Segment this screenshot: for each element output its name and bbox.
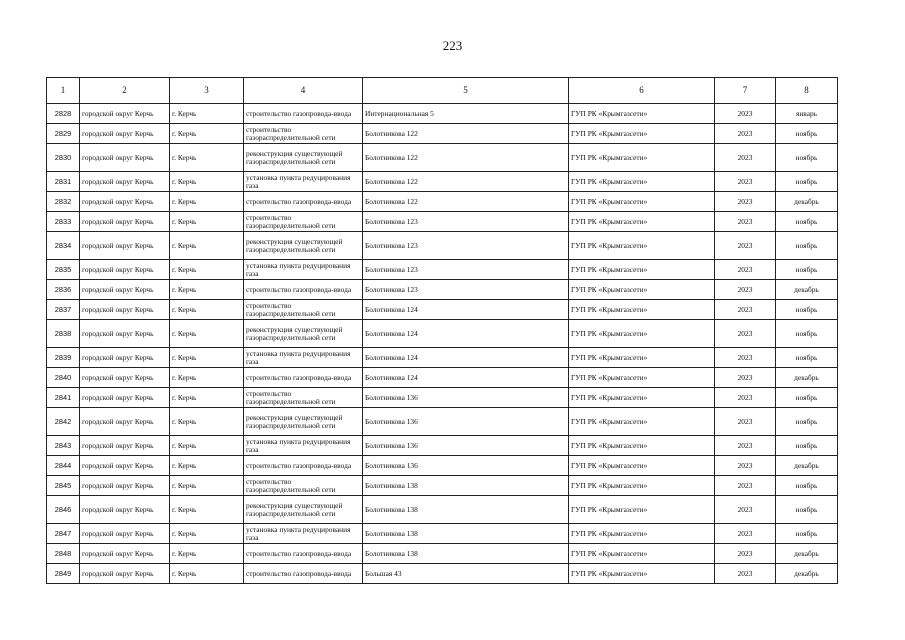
district-cell: городской округ Керчь (80, 496, 170, 524)
organization-cell: ГУП РК «Крымгазсети» (569, 476, 715, 496)
table-row (47, 436, 838, 456)
row-number: 2835 (47, 260, 80, 280)
address-cell: Болотникова 123 (363, 280, 569, 300)
year-cell: 2023 (715, 408, 776, 436)
month-cell: январь (776, 104, 838, 124)
year-cell: 2023 (715, 388, 776, 408)
row-number: 2843 (47, 436, 80, 456)
year-cell: 2023 (715, 144, 776, 172)
table-row (47, 232, 838, 260)
address-cell: Болотникова 124 (363, 348, 569, 368)
city-cell: г. Керчь (170, 104, 244, 124)
row-number: 2837 (47, 300, 80, 320)
district-cell: городской округ Керчь (80, 144, 170, 172)
address-cell: Болотникова 124 (363, 300, 569, 320)
month-cell: декабрь (776, 192, 838, 212)
city-cell: г. Керчь (170, 544, 244, 564)
page-number: 223 (442, 38, 463, 53)
row-number: 2848 (47, 544, 80, 564)
column-header: 5 (363, 78, 569, 104)
table-row (47, 544, 838, 564)
table-row (47, 496, 838, 524)
work-type-cell: реконструкция существующей газораспределительной сети (244, 232, 363, 260)
row-number: 2844 (47, 456, 80, 476)
organization-cell: ГУП РК «Крымгазсети» (569, 368, 715, 388)
month-cell: ноябрь (776, 348, 838, 368)
work-type-cell: строительство газопровода-ввода (244, 544, 363, 564)
column-header: 6 (569, 78, 715, 104)
year-cell: 2023 (715, 300, 776, 320)
month-cell: ноябрь (776, 436, 838, 456)
work-type-cell: строительство газораспределительной сети (244, 300, 363, 320)
row-number: 2841 (47, 388, 80, 408)
table-header-row (47, 78, 838, 104)
address-cell: Болотникова 123 (363, 232, 569, 260)
work-type-cell: строительство газораспределительной сети (244, 476, 363, 496)
address-cell: Болотникова 123 (363, 260, 569, 280)
city-cell: г. Керчь (170, 320, 244, 348)
work-type-cell: реконструкция существующей газораспределительной сети (244, 408, 363, 436)
organization-cell: ГУП РК «Крымгазсети» (569, 124, 715, 144)
month-cell: ноябрь (776, 172, 838, 192)
year-cell: 2023 (715, 232, 776, 260)
district-cell: городской округ Керчь (80, 260, 170, 280)
row-number: 2834 (47, 232, 80, 260)
address-cell: Болотникова 136 (363, 388, 569, 408)
table-row (47, 368, 838, 388)
table-row (47, 476, 838, 496)
work-type-cell: реконструкция существующей газораспределительной сети (244, 496, 363, 524)
organization-cell: ГУП РК «Крымгазсети» (569, 436, 715, 456)
year-cell: 2023 (715, 320, 776, 348)
address-cell: Болотникова 122 (363, 124, 569, 144)
organization-cell: ГУП РК «Крымгазсети» (569, 212, 715, 232)
column-header: 1 (47, 78, 80, 104)
row-number: 2838 (47, 320, 80, 348)
city-cell: г. Керчь (170, 212, 244, 232)
year-cell: 2023 (715, 212, 776, 232)
address-cell: Болотникова 136 (363, 456, 569, 476)
district-cell: городской округ Керчь (80, 368, 170, 388)
row-number: 2840 (47, 368, 80, 388)
address-cell: Болотникова 138 (363, 476, 569, 496)
month-cell: декабрь (776, 564, 838, 584)
city-cell: г. Керчь (170, 348, 244, 368)
address-cell: Интернациональная 5 (363, 104, 569, 124)
table-row (47, 172, 838, 192)
row-number: 2842 (47, 408, 80, 436)
table-row (47, 408, 838, 436)
row-number: 2830 (47, 144, 80, 172)
table-row (47, 124, 838, 144)
month-cell: декабрь (776, 544, 838, 564)
row-number: 2832 (47, 192, 80, 212)
district-cell: городской округ Керчь (80, 564, 170, 584)
work-type-cell: реконструкция существующей газораспределительной сети (244, 144, 363, 172)
work-type-cell: установка пункта редуцирования газа (244, 260, 363, 280)
city-cell: г. Керчь (170, 232, 244, 260)
city-cell: г. Керчь (170, 280, 244, 300)
table-row (47, 320, 838, 348)
month-cell: ноябрь (776, 212, 838, 232)
work-type-cell: строительство газопровода-ввода (244, 192, 363, 212)
organization-cell: ГУП РК «Крымгазсети» (569, 172, 715, 192)
address-cell: Болотникова 136 (363, 408, 569, 436)
table-row (47, 524, 838, 544)
month-cell: ноябрь (776, 408, 838, 436)
row-number: 2828 (47, 104, 80, 124)
month-cell: ноябрь (776, 320, 838, 348)
table-row (47, 104, 838, 124)
column-header: 2 (80, 78, 170, 104)
year-cell: 2023 (715, 476, 776, 496)
work-type-cell: строительство газопровода-ввода (244, 280, 363, 300)
city-cell: г. Керчь (170, 436, 244, 456)
city-cell: г. Керчь (170, 524, 244, 544)
city-cell: г. Керчь (170, 172, 244, 192)
city-cell: г. Керчь (170, 476, 244, 496)
organization-cell: ГУП РК «Крымгазсети» (569, 456, 715, 476)
address-cell: Болотникова 122 (363, 192, 569, 212)
district-cell: городской округ Керчь (80, 232, 170, 260)
month-cell: ноябрь (776, 232, 838, 260)
district-cell: городской округ Керчь (80, 172, 170, 192)
year-cell: 2023 (715, 192, 776, 212)
year-cell: 2023 (715, 280, 776, 300)
address-cell: Болотникова 138 (363, 496, 569, 524)
organization-cell: ГУП РК «Крымгазсети» (569, 348, 715, 368)
column-header: 3 (170, 78, 244, 104)
address-cell: Большая 43 (363, 564, 569, 584)
row-number: 2846 (47, 496, 80, 524)
month-cell: декабрь (776, 280, 838, 300)
organization-cell: ГУП РК «Крымгазсети» (569, 408, 715, 436)
organization-cell: ГУП РК «Крымгазсети» (569, 524, 715, 544)
city-cell: г. Керчь (170, 564, 244, 584)
city-cell: г. Керчь (170, 368, 244, 388)
work-type-cell: строительство газопровода-ввода (244, 564, 363, 584)
district-cell: городской округ Керчь (80, 300, 170, 320)
district-cell: городской округ Керчь (80, 436, 170, 456)
district-cell: городской округ Керчь (80, 104, 170, 124)
column-header: 8 (776, 78, 838, 104)
year-cell: 2023 (715, 368, 776, 388)
table-body (47, 104, 838, 584)
month-cell: декабрь (776, 456, 838, 476)
city-cell: г. Керчь (170, 408, 244, 436)
organization-cell: ГУП РК «Крымгазсети» (569, 388, 715, 408)
address-cell: Болотникова 122 (363, 172, 569, 192)
district-cell: городской округ Керчь (80, 280, 170, 300)
year-cell: 2023 (715, 104, 776, 124)
work-type-cell: установка пункта редуцирования газа (244, 348, 363, 368)
row-number: 2839 (47, 348, 80, 368)
work-type-cell: строительство газопровода-ввода (244, 104, 363, 124)
city-cell: г. Керчь (170, 260, 244, 280)
table-row (47, 300, 838, 320)
table-row (47, 564, 838, 584)
work-type-cell: установка пункта редуцирования газа (244, 524, 363, 544)
month-cell: ноябрь (776, 144, 838, 172)
organization-cell: ГУП РК «Крымгазсети» (569, 300, 715, 320)
district-cell: городской округ Керчь (80, 388, 170, 408)
year-cell: 2023 (715, 544, 776, 564)
row-number: 2847 (47, 524, 80, 544)
year-cell: 2023 (715, 524, 776, 544)
row-number: 2836 (47, 280, 80, 300)
table-row (47, 388, 838, 408)
organization-cell: ГУП РК «Крымгазсети» (569, 564, 715, 584)
address-cell: Болотникова 123 (363, 212, 569, 232)
organization-cell: ГУП РК «Крымгазсети» (569, 260, 715, 280)
work-type-cell: строительство газораспределительной сети (244, 124, 363, 144)
district-cell: городской округ Керчь (80, 212, 170, 232)
column-header: 7 (715, 78, 776, 104)
registry-table (46, 77, 838, 584)
column-header: 4 (244, 78, 363, 104)
table-row (47, 280, 838, 300)
city-cell: г. Керчь (170, 496, 244, 524)
year-cell: 2023 (715, 348, 776, 368)
district-cell: городской округ Керчь (80, 544, 170, 564)
month-cell: ноябрь (776, 524, 838, 544)
district-cell: городской округ Керчь (80, 408, 170, 436)
year-cell: 2023 (715, 260, 776, 280)
city-cell: г. Керчь (170, 144, 244, 172)
work-type-cell: строительство газораспределительной сети (244, 212, 363, 232)
work-type-cell: строительство газопровода-ввода (244, 456, 363, 476)
year-cell: 2023 (715, 564, 776, 584)
month-cell: ноябрь (776, 476, 838, 496)
organization-cell: ГУП РК «Крымгазсети» (569, 280, 715, 300)
organization-cell: ГУП РК «Крымгазсети» (569, 232, 715, 260)
table-row (47, 192, 838, 212)
district-cell: городской округ Керчь (80, 456, 170, 476)
row-number: 2845 (47, 476, 80, 496)
year-cell: 2023 (715, 172, 776, 192)
year-cell: 2023 (715, 496, 776, 524)
work-type-cell: строительство газораспределительной сети (244, 388, 363, 408)
city-cell: г. Керчь (170, 388, 244, 408)
city-cell: г. Керчь (170, 192, 244, 212)
district-cell: городской округ Керчь (80, 348, 170, 368)
organization-cell: ГУП РК «Крымгазсети» (569, 144, 715, 172)
organization-cell: ГУП РК «Крымгазсети» (569, 104, 715, 124)
table-row (47, 260, 838, 280)
work-type-cell: установка пункта редуцирования газа (244, 436, 363, 456)
district-cell: городской округ Керчь (80, 320, 170, 348)
table-row (47, 456, 838, 476)
organization-cell: ГУП РК «Крымгазсети» (569, 320, 715, 348)
city-cell: г. Керчь (170, 456, 244, 476)
district-cell: городской округ Керчь (80, 124, 170, 144)
district-cell: городской округ Керчь (80, 192, 170, 212)
year-cell: 2023 (715, 124, 776, 144)
row-number: 2831 (47, 172, 80, 192)
district-cell: городской округ Керчь (80, 524, 170, 544)
year-cell: 2023 (715, 456, 776, 476)
city-cell: г. Керчь (170, 300, 244, 320)
work-type-cell: строительство газопровода-ввода (244, 368, 363, 388)
organization-cell: ГУП РК «Крымгазсети» (569, 496, 715, 524)
address-cell: Болотникова 124 (363, 320, 569, 348)
month-cell: ноябрь (776, 124, 838, 144)
address-cell: Болотникова 136 (363, 436, 569, 456)
row-number: 2849 (47, 564, 80, 584)
address-cell: Болотникова 124 (363, 368, 569, 388)
row-number: 2829 (47, 124, 80, 144)
month-cell: декабрь (776, 368, 838, 388)
row-number: 2833 (47, 212, 80, 232)
year-cell: 2023 (715, 436, 776, 456)
city-cell: г. Керчь (170, 124, 244, 144)
organization-cell: ГУП РК «Крымгазсети» (569, 544, 715, 564)
table-row (47, 144, 838, 172)
address-cell: Болотникова 122 (363, 144, 569, 172)
organization-cell: ГУП РК «Крымгазсети» (569, 192, 715, 212)
table-row (47, 348, 838, 368)
table-row (47, 212, 838, 232)
month-cell: ноябрь (776, 300, 838, 320)
district-cell: городской округ Керчь (80, 476, 170, 496)
month-cell: ноябрь (776, 496, 838, 524)
work-type-cell: реконструкция существующей газораспределительной сети (244, 320, 363, 348)
month-cell: ноябрь (776, 260, 838, 280)
month-cell: ноябрь (776, 388, 838, 408)
work-type-cell: установка пункта редуцирования газа (244, 172, 363, 192)
address-cell: Болотникова 138 (363, 524, 569, 544)
address-cell: Болотникова 138 (363, 544, 569, 564)
